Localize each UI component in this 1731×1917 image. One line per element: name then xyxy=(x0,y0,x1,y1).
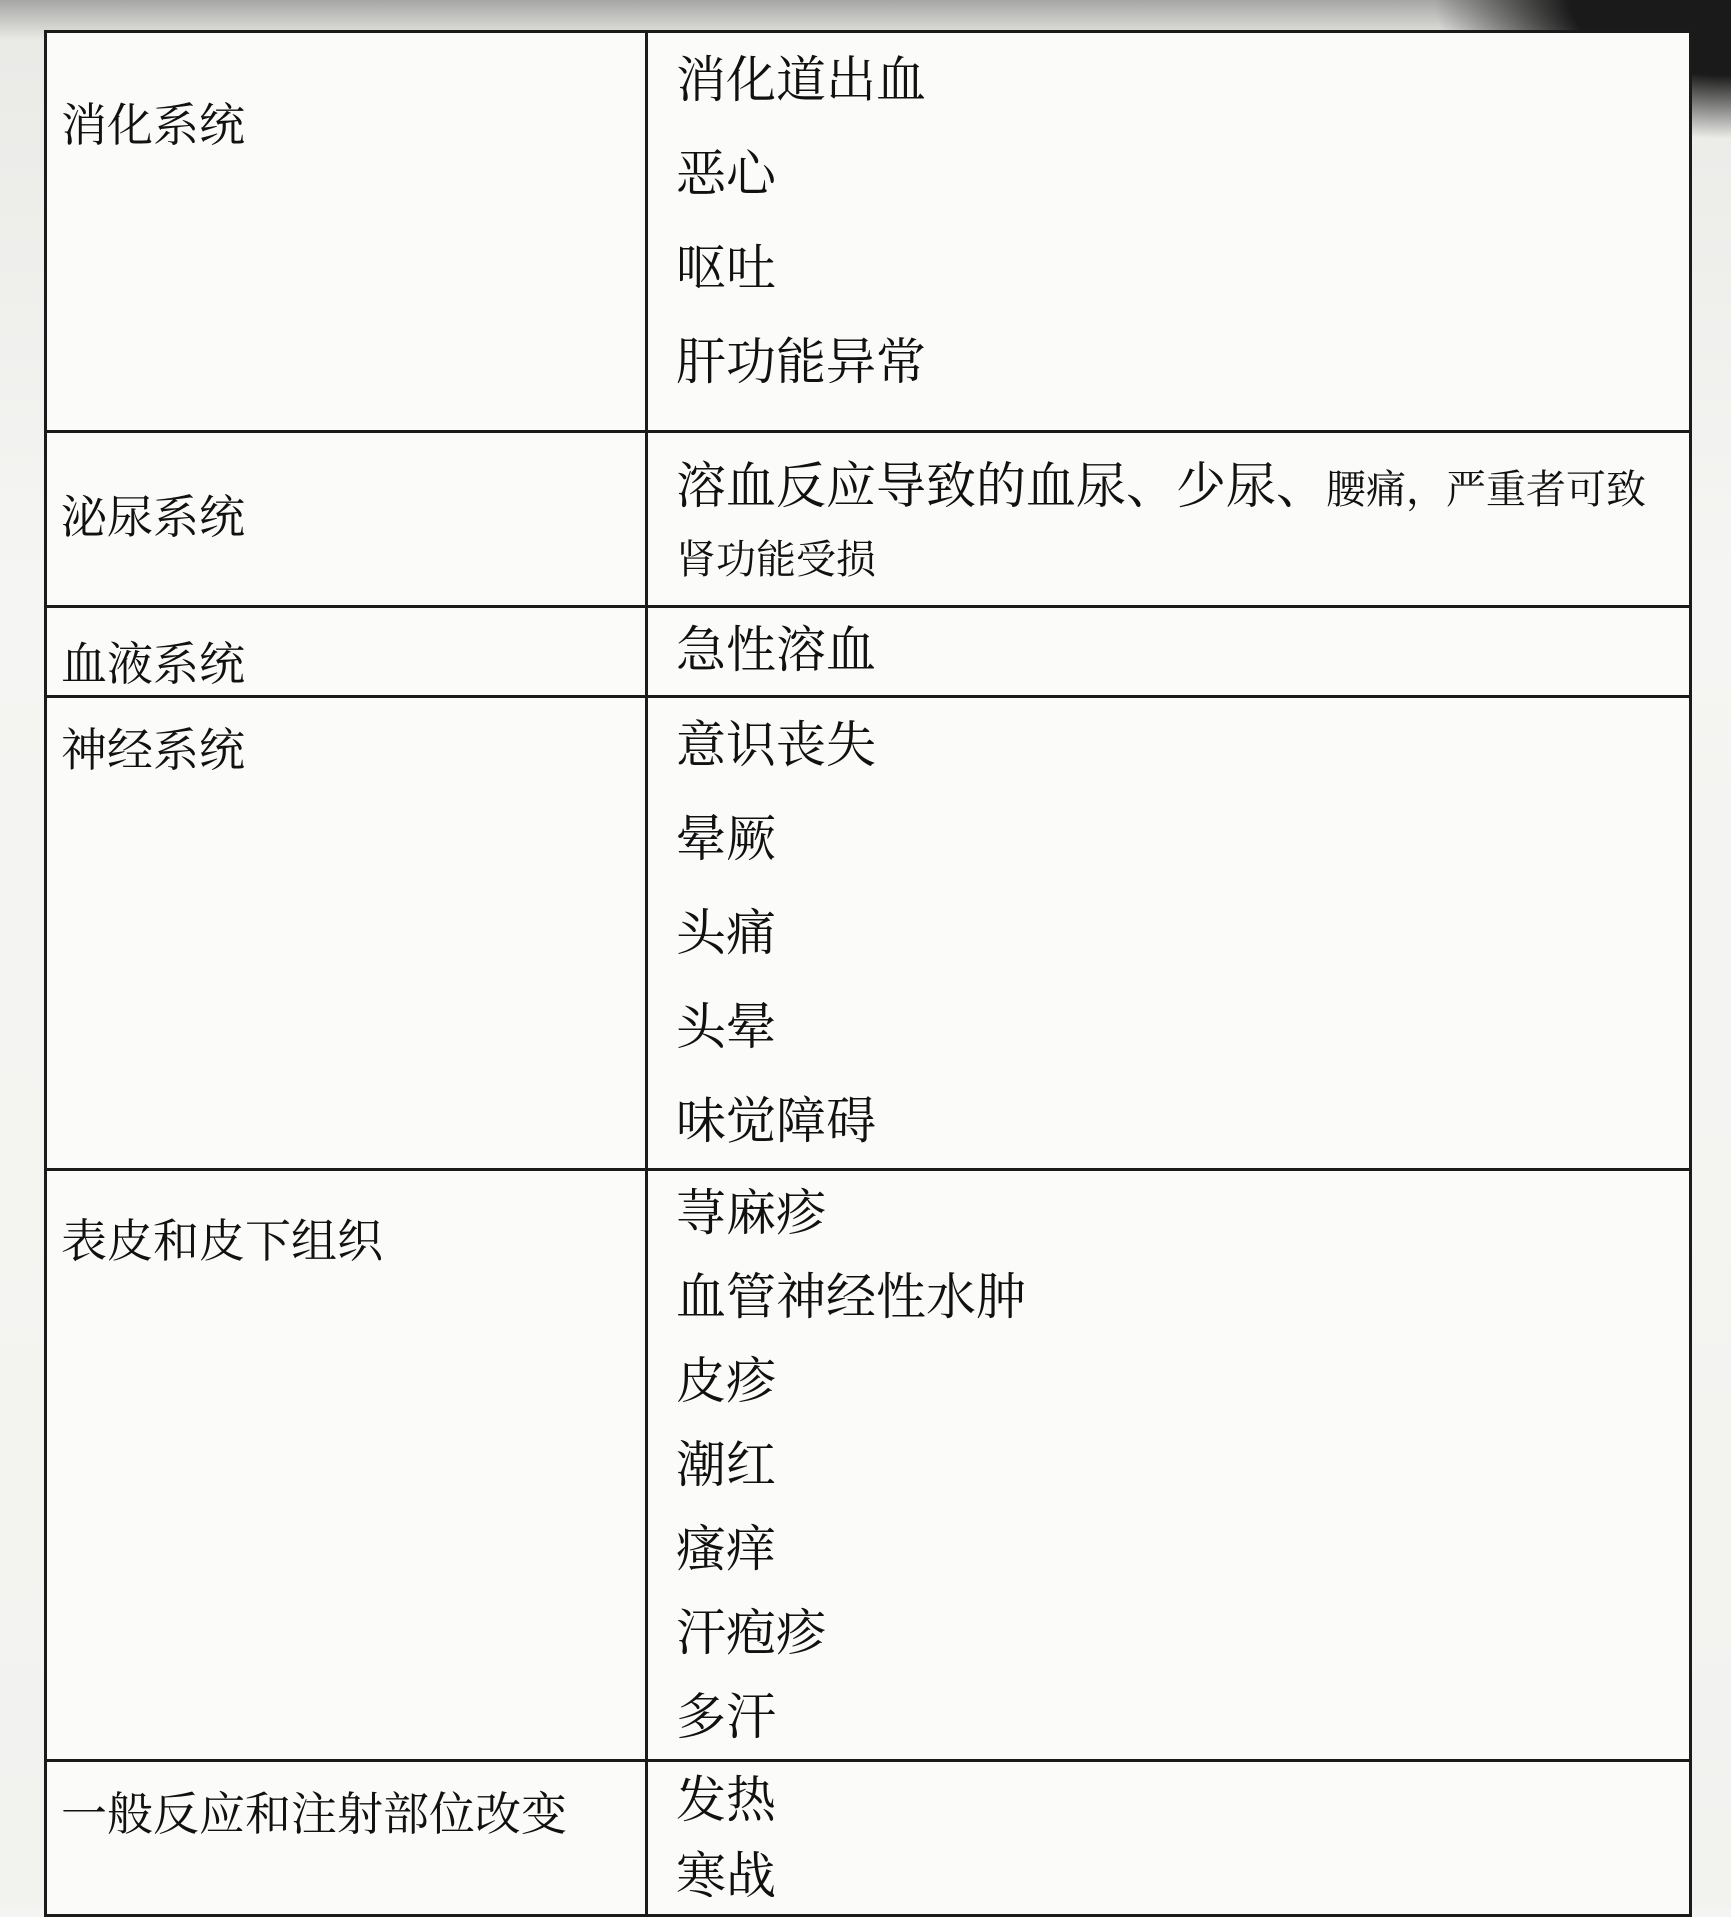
table-row xyxy=(46,1170,1691,1761)
category-cell xyxy=(46,432,647,607)
adverse-reactions-table xyxy=(44,30,1692,1917)
items-cell xyxy=(647,1761,1691,1916)
items-cell xyxy=(647,32,1691,432)
category-label: 泌尿系统 xyxy=(61,490,245,544)
list-item: 头痛 xyxy=(676,904,776,962)
category-label: 表皮和皮下组织 xyxy=(61,1214,383,1268)
list-item: 急性溶血 xyxy=(676,621,876,679)
items-cell xyxy=(647,432,1691,607)
list-item: 血管神经性水肿 xyxy=(676,1268,1026,1326)
list-item: 肝功能异常 xyxy=(676,333,926,391)
list-item: 寒战 xyxy=(676,1847,776,1905)
table-row xyxy=(46,432,1691,607)
list-item: 呕吐 xyxy=(676,239,776,297)
list-item: 荨麻疹 xyxy=(676,1184,826,1242)
table-row xyxy=(46,697,1691,1170)
category-label: 神经系统 xyxy=(61,723,245,777)
list-item: 潮红 xyxy=(676,1436,776,1494)
item-text-small: 腰痛，严重者可致肾功能受损 xyxy=(676,467,1646,583)
list-item: 发热 xyxy=(676,1771,776,1829)
category-cell xyxy=(46,607,647,697)
items-cell xyxy=(647,607,1691,697)
category-cell xyxy=(46,1170,647,1761)
category-label: 一般反应和注射部位改变 xyxy=(61,1787,567,1841)
table-row xyxy=(46,1761,1691,1916)
list-item: 多汗 xyxy=(676,1688,776,1746)
table-row xyxy=(46,32,1691,432)
category-label: 消化系统 xyxy=(61,98,245,152)
category-cell xyxy=(46,697,647,1170)
list-item: 瘙痒 xyxy=(676,1520,776,1578)
list-item: 汗疱疹 xyxy=(676,1604,826,1662)
list-item: 意识丧失 xyxy=(676,716,876,774)
item-text-main: 溶血反应导致的血尿、少尿、 xyxy=(676,457,1326,515)
list-item: 味觉障碍 xyxy=(676,1092,876,1150)
list-item: 消化道出血 xyxy=(676,51,926,109)
category-cell xyxy=(46,32,647,432)
list-item: 恶心 xyxy=(676,145,776,203)
category-label: 血液系统 xyxy=(61,637,245,691)
items-cell xyxy=(647,1170,1691,1761)
list-item: 头晕 xyxy=(676,998,776,1056)
table-row xyxy=(46,607,1691,697)
items-cell xyxy=(647,697,1691,1170)
list-item xyxy=(676,433,1669,605)
category-cell xyxy=(46,1761,647,1916)
list-item: 皮疹 xyxy=(676,1352,776,1410)
list-item: 晕厥 xyxy=(676,810,776,868)
